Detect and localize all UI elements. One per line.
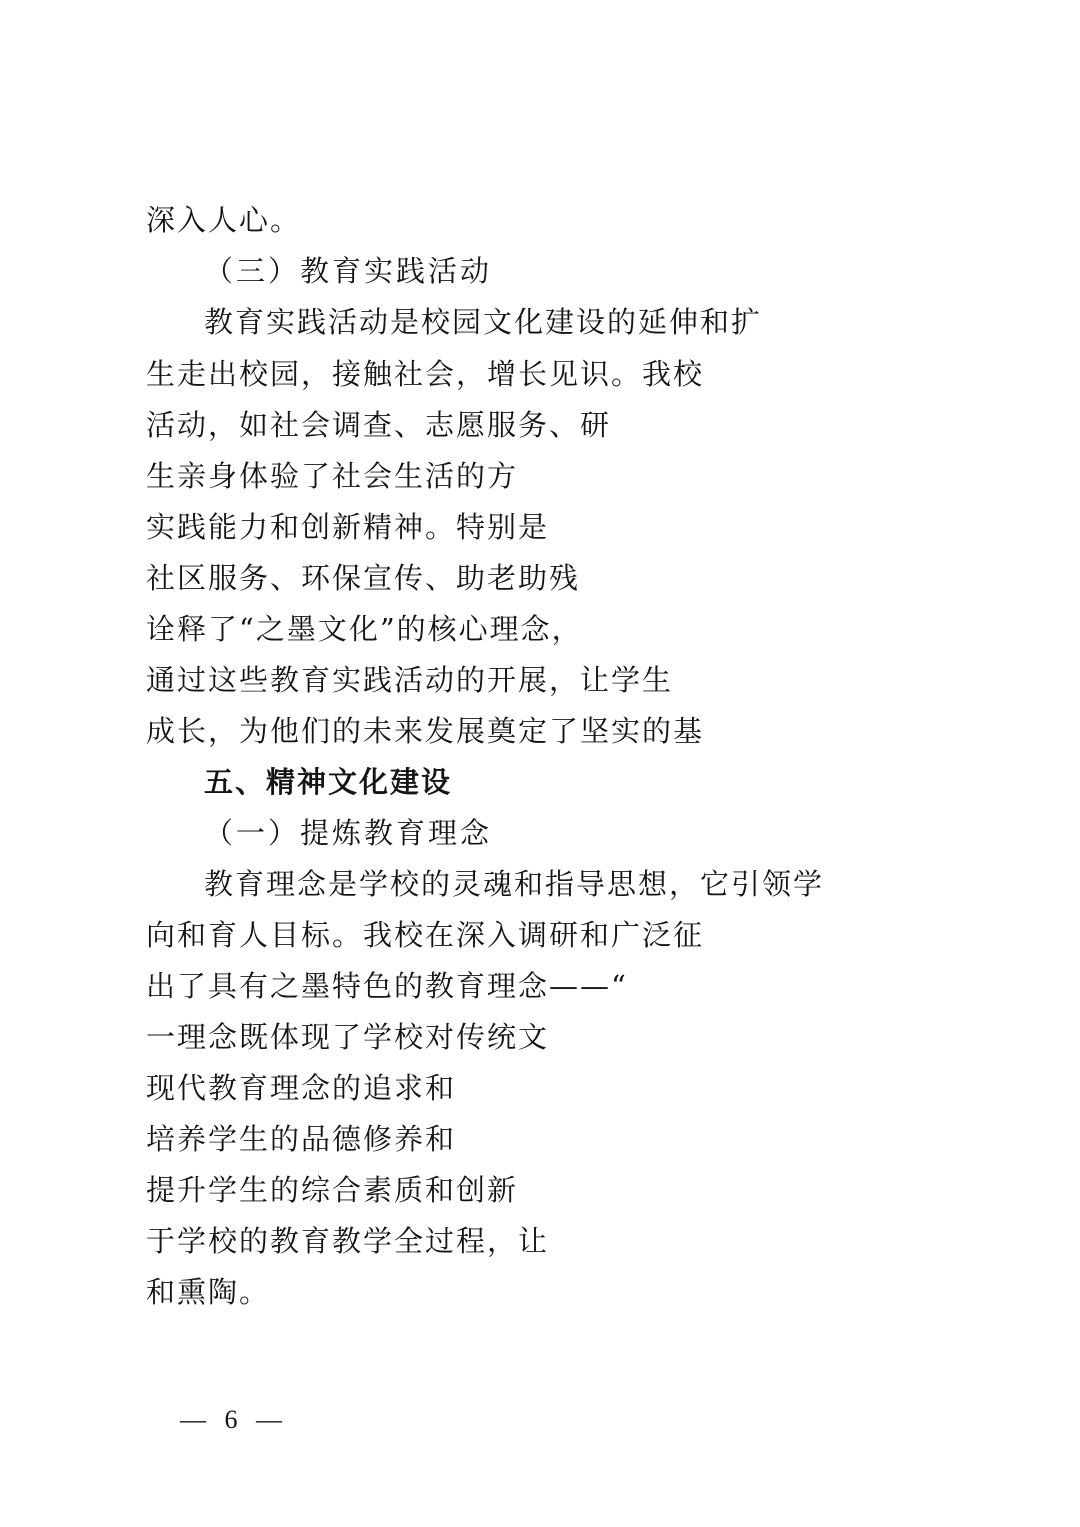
paragraph-line: 现代教育理念的追求和 <box>146 1071 457 1105</box>
paragraph-line: 于学校的教育教学全过程，让 <box>146 1224 550 1258</box>
paragraph-line: 教育实践活动是校园文化建设的延伸和扩 <box>204 305 763 339</box>
paragraph-line: 提升学生的综合素质和创新 <box>146 1173 519 1207</box>
paragraph-line: 和熏陶。 <box>146 1275 271 1309</box>
paragraph-line: 通过这些教育实践活动的开展，让学生 <box>146 663 674 697</box>
paragraph-line: 社区服务、环保宣传、助老助残 <box>146 561 581 595</box>
paragraph-line: 一理念既体现了学校对传统文 <box>146 1020 550 1054</box>
paragraph-line: 生走出校园，接触社会，增长见识。我校 <box>146 357 705 391</box>
page-number: — 6 — <box>180 1405 288 1434</box>
paragraph-line: 成长，为他们的未来发展奠定了坚实的基 <box>146 714 705 748</box>
paragraph-line: 活动，如社会调查、志愿服务、研 <box>146 408 612 442</box>
paragraph-line: 诠释了“之墨文化”的核心理念， <box>146 612 583 646</box>
paragraph-line: 生亲身体验了社会生活的方 <box>146 459 519 493</box>
subsection-heading: （三）教育实践活动 <box>204 254 493 288</box>
subsection-heading: （一）提炼教育理念 <box>204 816 493 850</box>
paragraph-line: 实践能力和创新精神。特别是 <box>146 510 550 544</box>
paragraph-line: 教育理念是学校的灵魂和指导思想，它引领学 <box>204 867 825 901</box>
paragraph-line: 向和育人目标。我校在深入调研和广泛征 <box>146 918 705 952</box>
section-heading: 五、精神文化建设 <box>204 765 453 799</box>
paragraph-line: 深入人心。 <box>146 203 302 237</box>
paragraph-line: 培养学生的品德修养和 <box>146 1122 457 1156</box>
paragraph-line: 出了具有之墨特色的教育理念——“ <box>146 969 628 1003</box>
